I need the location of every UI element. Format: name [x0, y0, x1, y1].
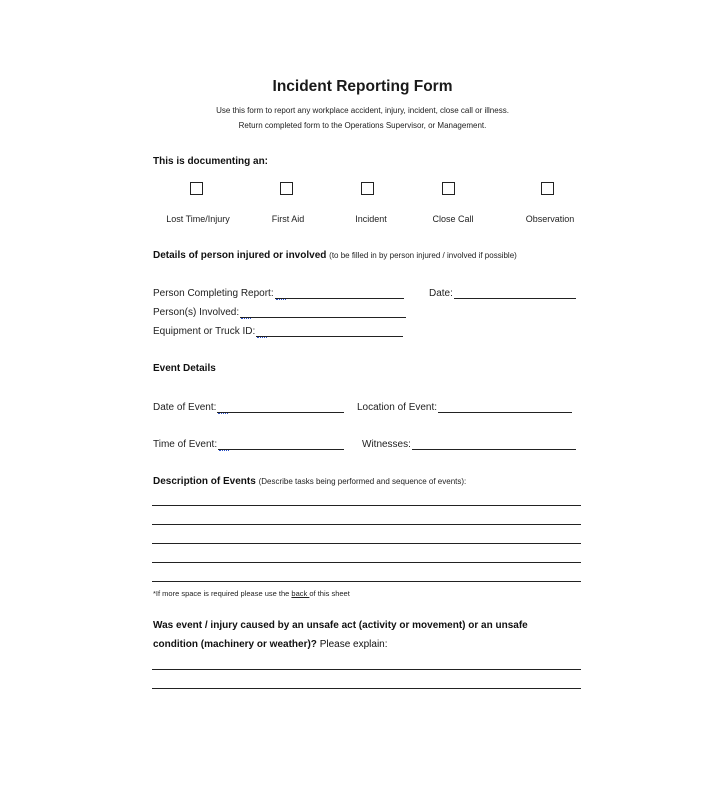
checkbox-lost-time-injury[interactable]	[190, 182, 203, 195]
equipment-label: Equipment or Truck ID:	[153, 326, 256, 337]
location-of-event-input[interactable]	[438, 401, 572, 413]
persons-involved-field	[153, 306, 406, 318]
description-title: Description of Events	[153, 476, 256, 487]
date-label: Date:	[429, 288, 453, 299]
description-line-2[interactable]	[152, 524, 581, 525]
location-of-event-label: Location of Event:	[357, 402, 438, 413]
unsafe-question-text: condition (machinery or weather)?	[153, 639, 317, 650]
footnote-back-link: back	[291, 589, 310, 598]
equipment-field	[153, 325, 403, 337]
time-of-event-field	[153, 438, 344, 450]
location-of-event-field	[357, 401, 572, 413]
date-of-event-field	[153, 401, 344, 413]
date-of-event-input[interactable]	[217, 401, 344, 413]
checkbox-label-incident: Incident	[355, 214, 387, 224]
checkbox-observation[interactable]	[541, 182, 554, 195]
checkbox-label-close-call: Close Call	[432, 214, 474, 224]
person-details-note: (to be filled in by person injured / involved if possible)	[329, 251, 517, 260]
checkbox-first-aid[interactable]	[280, 182, 293, 195]
person-details-heading	[153, 250, 517, 261]
form-title: Incident Reporting Form	[272, 78, 453, 95]
explain-line-1[interactable]	[152, 669, 581, 670]
checkbox-label-first-aid: First Aid	[271, 214, 305, 224]
explain-line-2[interactable]	[152, 688, 581, 689]
date-field	[429, 287, 576, 299]
checkbox-close-call[interactable]	[442, 182, 455, 195]
description-note: (Describe tasks being performed and sequence of events):	[258, 477, 467, 486]
persons-involved-input[interactable]	[240, 306, 406, 318]
footnote-text-end: of this sheet	[309, 589, 350, 598]
person-completing-field	[153, 287, 404, 299]
description-heading	[153, 476, 466, 487]
unsafe-question-line-2	[153, 639, 388, 650]
description-line-5[interactable]	[152, 581, 581, 582]
intro-line-2: Return completed form to the Operations Supervisor, or Management.	[238, 121, 487, 130]
time-of-event-label: Time of Event:	[153, 439, 218, 450]
footnote-text-start: *If more space is required please use the	[153, 589, 292, 598]
witnesses-field	[362, 438, 576, 450]
intro-line-1: Use this form to report any workplace accident, injury, incident, close call or illness.	[216, 106, 509, 115]
description-line-4[interactable]	[152, 562, 581, 563]
date-of-event-label: Date of Event:	[153, 402, 217, 413]
persons-involved-label: Person(s) Involved:	[153, 307, 240, 318]
equipment-input[interactable]	[256, 325, 403, 337]
more-space-footnote	[153, 589, 350, 598]
person-completing-input[interactable]	[275, 287, 404, 299]
checkbox-incident[interactable]	[361, 182, 374, 195]
time-of-event-input[interactable]	[218, 438, 344, 450]
description-line-1[interactable]	[152, 505, 581, 506]
date-input[interactable]	[454, 287, 576, 299]
description-line-3[interactable]	[152, 543, 581, 544]
documenting-heading: This is documenting an:	[153, 156, 269, 167]
checkbox-label-observation: Observation	[525, 214, 575, 224]
person-details-title: Details of person injured or involved	[153, 250, 327, 261]
unsafe-question-line-1: Was event / injury caused by an unsafe act (activity or movement) or an unsafe	[153, 620, 528, 631]
event-details-heading: Event Details	[153, 363, 216, 374]
please-explain-label: Please explain:	[319, 639, 388, 650]
checkbox-label-lost-time-injury: Lost Time/Injury	[166, 214, 230, 224]
witnesses-label: Witnesses:	[362, 439, 411, 450]
person-completing-label: Person Completing Report:	[153, 288, 274, 299]
witnesses-input[interactable]	[412, 438, 576, 450]
